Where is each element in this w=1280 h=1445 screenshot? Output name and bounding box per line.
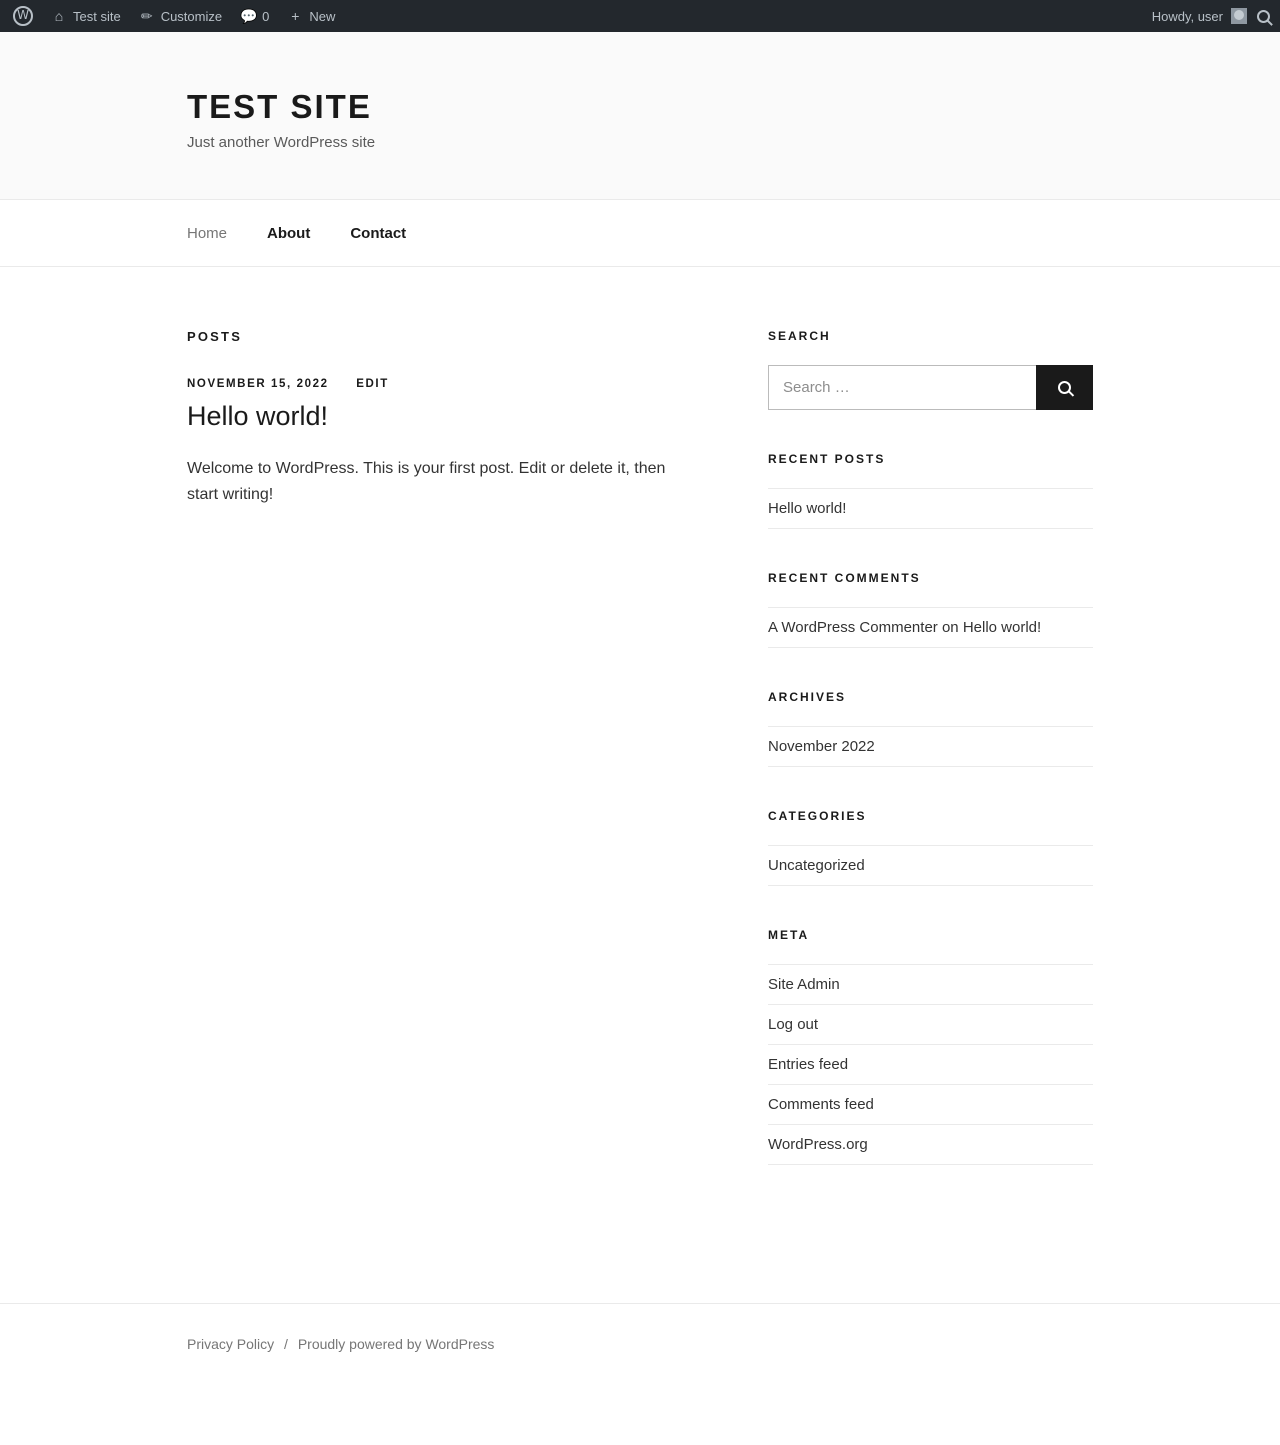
dashboard-icon: ⌂ — [54, 8, 64, 24]
admin-bar-new[interactable] — [278, 0, 344, 32]
avatar — [1231, 8, 1247, 24]
widget-categories — [768, 809, 1093, 886]
post-title[interactable]: Hello world! — [187, 401, 329, 431]
list-item — [768, 1045, 1093, 1085]
site-header — [0, 32, 1280, 200]
widget-archives — [768, 690, 1093, 767]
meta-list — [768, 964, 1093, 1165]
admin-bar — [0, 0, 1280, 32]
list-item — [768, 965, 1093, 1005]
paintbrush-icon: ✏ — [140, 8, 153, 24]
archives-list — [768, 726, 1093, 767]
nav-item-about[interactable]: About — [267, 225, 311, 242]
widget-recent-comments — [768, 571, 1093, 648]
admin-bar-site-name[interactable] — [42, 0, 130, 32]
nav-item-home[interactable]: Home — [187, 225, 228, 242]
admin-bar-customize-label: Customize — [160, 8, 223, 24]
post-meta — [187, 378, 702, 390]
footer-separator: / — [284, 1336, 288, 1352]
widget-categories-title: CATEGORIES — [768, 809, 867, 823]
comment-author: A WordPress Commenter — [768, 619, 938, 636]
list-item — [768, 727, 1093, 767]
admin-bar-wp-logo[interactable] — [4, 0, 42, 32]
list-item — [768, 1125, 1093, 1165]
widget-meta — [768, 928, 1093, 1165]
search-submit-button[interactable] — [1036, 365, 1093, 410]
site-footer — [0, 1303, 1280, 1384]
list-item — [768, 489, 1093, 529]
archive-link[interactable]: November 2022 — [768, 738, 875, 755]
admin-bar-new-label: New — [309, 8, 336, 24]
widget-recent-comments-title: RECENT COMMENTS — [768, 571, 921, 585]
widget-archives-title: ARCHIVES — [768, 690, 847, 704]
list-item — [768, 1085, 1093, 1125]
widget-recent-posts-title: RECENT POSTS — [768, 452, 886, 466]
footer-inner — [187, 1336, 1093, 1352]
comment-on-word: on — [941, 619, 959, 636]
recent-comments-list — [768, 607, 1093, 648]
recent-posts-list — [768, 488, 1093, 529]
post-edit-link[interactable]: EDIT — [356, 378, 389, 390]
admin-bar-site-name-label: Test site — [73, 8, 121, 24]
list-item — [768, 1005, 1093, 1045]
widget-search-title: SEARCH — [768, 329, 831, 343]
categories-list — [768, 845, 1093, 886]
posts-section-label: POSTS — [187, 329, 243, 344]
search-input[interactable] — [768, 365, 1036, 410]
meta-link-comments-feed[interactable]: Comments feed — [768, 1096, 874, 1113]
widget-meta-title: META — [768, 928, 810, 942]
widget-recent-posts — [768, 452, 1093, 529]
site-tagline: Just another WordPress site — [187, 134, 376, 151]
search-icon[interactable] — [1257, 10, 1270, 23]
category-link[interactable]: Uncategorized — [768, 857, 865, 874]
page-title[interactable]: TEST SITE — [187, 88, 372, 125]
post-article — [187, 378, 702, 508]
search-icon — [1058, 381, 1071, 394]
nav-item-contact[interactable]: Contact — [350, 225, 407, 242]
recent-post-link[interactable]: Hello world! — [768, 500, 847, 517]
comment-post-link[interactable]: Hello world! — [962, 619, 1042, 636]
admin-bar-howdy-label: Howdy, user — [1151, 8, 1223, 24]
sidebar — [768, 329, 1093, 1207]
primary-content — [187, 329, 702, 1207]
admin-bar-account-area[interactable] — [1152, 8, 1270, 24]
post-excerpt: Welcome to WordPress. This is your first post. Edit or delete it, then start writing! — [187, 460, 666, 503]
search-form — [768, 365, 1093, 410]
admin-bar-customize[interactable] — [130, 0, 231, 32]
privacy-policy-link[interactable]: Privacy Policy — [187, 1336, 275, 1352]
wordpress-logo-icon — [13, 6, 33, 26]
widget-search — [768, 329, 1093, 410]
wordpress-credit-link[interactable]: Proudly powered by WordPress — [297, 1336, 495, 1352]
admin-bar-comments[interactable] — [231, 0, 278, 32]
content-area — [187, 267, 1093, 1207]
plus-icon: + — [291, 8, 300, 24]
post-content — [187, 456, 702, 507]
post-date-link[interactable]: NOVEMBER 15, 2022 — [187, 378, 329, 390]
primary-navigation — [0, 200, 1280, 267]
admin-bar-comments-count: 0 — [262, 8, 270, 24]
comment-bubble-icon: 💬 — [240, 8, 258, 24]
meta-link-site-admin[interactable]: Site Admin — [768, 976, 840, 993]
list-item — [768, 846, 1093, 886]
meta-link-log-out[interactable]: Log out — [768, 1016, 819, 1033]
meta-link-entries-feed[interactable]: Entries feed — [768, 1056, 849, 1073]
list-item — [768, 608, 1093, 648]
meta-link-wordpress-org[interactable]: WordPress.org — [768, 1136, 868, 1153]
